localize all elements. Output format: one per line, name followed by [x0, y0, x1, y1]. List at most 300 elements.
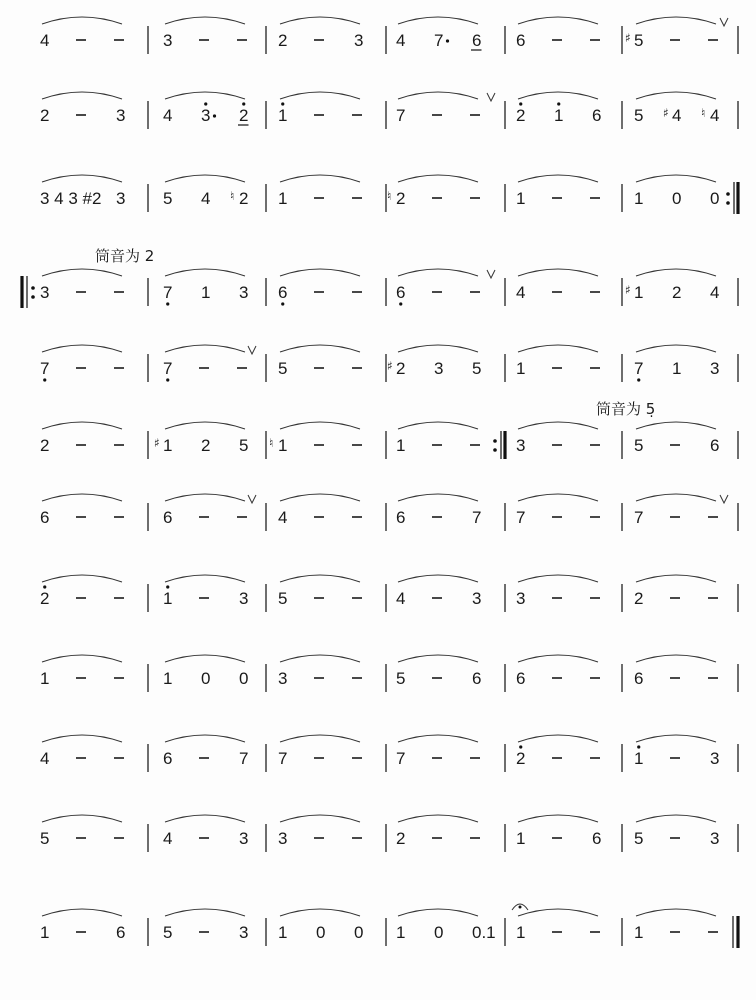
- score-row: [40, 175, 738, 214]
- slur: [636, 909, 716, 916]
- note: 6: [396, 283, 406, 302]
- measure: [40, 655, 124, 688]
- augmentation-dot: [446, 39, 449, 42]
- score-row: [40, 17, 738, 54]
- note: 6: [592, 829, 602, 848]
- note: 2: [40, 589, 50, 608]
- note: 1: [278, 923, 288, 942]
- repeat-dot: [31, 286, 35, 290]
- measure: [396, 735, 480, 768]
- octave-dot-high: [242, 102, 245, 105]
- measure: [625, 269, 719, 302]
- note: 6: [634, 669, 644, 688]
- note: 4: [396, 31, 406, 50]
- octave-dot-low: [166, 302, 169, 305]
- slur: [280, 92, 360, 99]
- slur: [518, 345, 598, 352]
- note: 6: [163, 749, 173, 768]
- accidental: ♯: [387, 359, 393, 373]
- measure: [396, 269, 480, 306]
- slur: [42, 175, 122, 182]
- accidental: ♮: [701, 106, 706, 120]
- measure: [625, 17, 718, 50]
- breath-mark: [720, 495, 728, 503]
- note: 7: [163, 359, 173, 378]
- accidental: ♯: [625, 283, 631, 297]
- note: 0.1: [472, 923, 496, 942]
- note: 7: [278, 749, 288, 768]
- score-row: [40, 92, 738, 129]
- slur: [518, 92, 598, 99]
- measure: [40, 269, 124, 302]
- slur: [636, 17, 716, 24]
- accidental: ♯: [625, 31, 631, 45]
- note: 5: [634, 106, 644, 125]
- note: 4: [201, 189, 211, 208]
- slur: [165, 494, 245, 501]
- note: 1: [163, 436, 173, 455]
- measure: [163, 655, 248, 688]
- note: 3: [278, 669, 288, 688]
- slur: [165, 422, 245, 429]
- note: 6: [163, 508, 173, 527]
- score-row: [40, 422, 738, 459]
- note: 3 4 3 #2: [40, 189, 102, 208]
- note: 1: [634, 189, 644, 208]
- slur: [165, 345, 245, 352]
- note: 7: [634, 508, 644, 527]
- measure: [40, 17, 124, 50]
- note: 3: [710, 359, 720, 378]
- octave-dot-low: [399, 302, 402, 305]
- note: 3: [163, 31, 173, 50]
- slur: [636, 575, 716, 582]
- note: 6: [592, 106, 602, 125]
- note: 4: [396, 589, 406, 608]
- measure: [163, 175, 248, 208]
- measure: [278, 735, 362, 768]
- slur: [165, 909, 245, 916]
- slur: [280, 735, 360, 742]
- note: 2: [239, 106, 249, 125]
- slur: [636, 422, 716, 429]
- note: 1: [554, 106, 564, 125]
- measure: [163, 575, 248, 608]
- measure: [634, 815, 719, 848]
- note: 1: [516, 189, 526, 208]
- slur: [398, 422, 478, 429]
- slur: [42, 735, 122, 742]
- note: 0: [354, 923, 364, 942]
- measure: [634, 575, 718, 608]
- slur: [518, 175, 598, 182]
- accidental: ♮: [387, 189, 392, 203]
- note: 6: [710, 436, 720, 455]
- note: 5: [472, 359, 482, 378]
- score-row: [40, 815, 738, 852]
- measure: [396, 92, 480, 125]
- octave-dot-low: [637, 378, 640, 381]
- note: 2: [516, 106, 526, 125]
- measure: [40, 909, 125, 942]
- measure: [516, 422, 600, 455]
- note: 1: [396, 923, 406, 942]
- note: 1: [278, 106, 288, 125]
- note: 2: [634, 589, 644, 608]
- repeat-dot: [31, 295, 35, 299]
- measure: [634, 735, 719, 768]
- measure: [40, 175, 125, 208]
- measure: [516, 175, 600, 208]
- octave-dot-high: [637, 745, 640, 748]
- slur: [518, 735, 598, 742]
- slur: [165, 92, 245, 99]
- note: 6: [516, 669, 526, 688]
- measure: [634, 655, 718, 688]
- note: 2: [40, 436, 50, 455]
- measure: [396, 909, 496, 942]
- slur: [636, 175, 716, 182]
- note: 7: [516, 508, 526, 527]
- slur: [165, 655, 245, 662]
- slur: [165, 17, 245, 24]
- slur: [42, 345, 122, 352]
- repeat-dot: [726, 192, 730, 196]
- measure: [163, 17, 247, 50]
- slur: [280, 494, 360, 501]
- note: 7: [472, 508, 482, 527]
- measure: [516, 17, 600, 50]
- note: 2: [40, 106, 50, 125]
- measure: [396, 815, 480, 848]
- measure: [516, 345, 600, 378]
- note: 6: [516, 31, 526, 50]
- slur: [280, 815, 360, 822]
- note: 3: [116, 106, 126, 125]
- measure: [269, 422, 362, 455]
- score-row: [22, 269, 738, 308]
- measure: [396, 655, 481, 688]
- measure: [163, 815, 248, 848]
- slur: [518, 575, 598, 582]
- note: 4: [163, 829, 173, 848]
- slur: [398, 92, 478, 99]
- note: 1: [40, 923, 50, 942]
- fermata-dot: [519, 906, 522, 909]
- note: 3: [40, 283, 50, 302]
- note: 2: [396, 359, 406, 378]
- measure: [278, 92, 362, 125]
- note: 5: [634, 436, 644, 455]
- note: 7: [163, 283, 173, 302]
- slur: [518, 655, 598, 662]
- accidental: ♮: [269, 436, 274, 450]
- breath-mark: [487, 270, 495, 278]
- note: 4: [710, 106, 720, 125]
- note: 2: [239, 189, 249, 208]
- measure: [40, 575, 124, 608]
- slur: [398, 735, 478, 742]
- note: 3: [710, 829, 720, 848]
- measure: [516, 494, 600, 527]
- slur: [636, 735, 716, 742]
- measure: [163, 494, 247, 527]
- measure: [154, 422, 248, 455]
- measure: [396, 422, 480, 455]
- note: 4: [40, 31, 50, 50]
- note: 4: [278, 508, 288, 527]
- note: 1: [672, 359, 682, 378]
- note: 7: [396, 106, 406, 125]
- octave-dot-low: [43, 378, 46, 381]
- measure: [634, 175, 719, 208]
- measure: [634, 345, 719, 382]
- octave-dot-high: [519, 102, 522, 105]
- score-row: [40, 345, 738, 382]
- measure: [516, 92, 601, 125]
- note: 1: [516, 829, 526, 848]
- note: 5: [239, 436, 249, 455]
- measure: [634, 494, 718, 527]
- score-row: [40, 655, 738, 692]
- slur: [636, 494, 716, 501]
- slur: [398, 175, 478, 182]
- note: 1: [516, 923, 526, 942]
- measure: [278, 175, 362, 208]
- measure: [278, 575, 362, 608]
- note: 4: [163, 106, 173, 125]
- slur: [636, 345, 716, 352]
- slur: [518, 422, 598, 429]
- score-row: [40, 575, 738, 612]
- note: 1: [516, 359, 526, 378]
- note: 4: [710, 283, 720, 302]
- note: 2: [201, 436, 211, 455]
- slur: [636, 269, 716, 276]
- measure: [40, 815, 124, 848]
- measure: [516, 909, 600, 942]
- note: 7: [40, 359, 50, 378]
- note: 6: [396, 508, 406, 527]
- note: 5: [634, 829, 644, 848]
- slur: [165, 815, 245, 822]
- slur: [280, 269, 360, 276]
- score-row: [40, 735, 738, 772]
- note: 7: [434, 31, 444, 50]
- octave-dot-high: [519, 745, 522, 748]
- note: 2: [516, 749, 526, 768]
- note: 5: [40, 829, 50, 848]
- note: 4: [40, 749, 50, 768]
- octave-dot-low: [166, 378, 169, 381]
- note: 2: [396, 189, 406, 208]
- measure: [163, 269, 248, 306]
- note: 6: [472, 669, 482, 688]
- note: 3: [201, 106, 211, 125]
- slur: [165, 575, 245, 582]
- slur: [518, 815, 598, 822]
- slur: [42, 815, 122, 822]
- measure: [278, 655, 362, 688]
- score-row: [40, 494, 738, 531]
- note: 3: [116, 189, 126, 208]
- slur: [42, 269, 122, 276]
- slur: [280, 175, 360, 182]
- measure: [634, 92, 719, 125]
- measure: [396, 494, 481, 527]
- measure: [163, 345, 247, 382]
- measure: [278, 17, 363, 50]
- note: 3: [710, 749, 720, 768]
- note: 1: [278, 436, 288, 455]
- accidental: ♯: [663, 106, 669, 120]
- note: 6: [116, 923, 126, 942]
- slur: [280, 17, 360, 24]
- note: 3: [239, 923, 249, 942]
- note: 5: [163, 189, 173, 208]
- note: 0: [239, 669, 249, 688]
- measure: [396, 17, 482, 50]
- note: 1: [396, 436, 406, 455]
- slur: [165, 175, 245, 182]
- breath-mark: [487, 93, 495, 101]
- octave-dot-high: [204, 102, 207, 105]
- slur: [518, 909, 598, 916]
- augmentation-dot: [213, 114, 216, 117]
- note: 2: [672, 283, 682, 302]
- note: 5: [396, 669, 406, 688]
- note: 3: [516, 589, 526, 608]
- score-row: [40, 904, 738, 948]
- measure: [278, 269, 362, 306]
- note: 1: [634, 283, 644, 302]
- note: 3: [239, 829, 249, 848]
- note: 2: [278, 31, 288, 50]
- breath-mark: [248, 495, 256, 503]
- note: 3: [278, 829, 288, 848]
- measure: [387, 345, 481, 378]
- slur: [518, 269, 598, 276]
- slur: [42, 422, 122, 429]
- measure: [40, 735, 124, 768]
- measure: [516, 575, 600, 608]
- repeat-dot: [726, 201, 730, 205]
- slur: [518, 494, 598, 501]
- breath-mark: [248, 346, 256, 354]
- note: 4: [672, 106, 682, 125]
- measure: [396, 575, 481, 608]
- measure: [278, 815, 362, 848]
- slur: [42, 575, 122, 582]
- note: 1: [634, 923, 644, 942]
- slur: [42, 17, 122, 24]
- note: 1: [163, 589, 173, 608]
- octave-dot-high: [281, 102, 284, 105]
- accidental: ♯: [154, 436, 160, 450]
- note: 6: [278, 283, 288, 302]
- note: 3: [472, 589, 482, 608]
- slur: [42, 909, 122, 916]
- slur: [636, 815, 716, 822]
- measure: [516, 735, 600, 768]
- slur: [280, 345, 360, 352]
- note: 4: [516, 283, 526, 302]
- note: 7: [634, 359, 644, 378]
- measure: [634, 909, 718, 942]
- note: 6: [40, 508, 50, 527]
- measure: [278, 909, 363, 942]
- note: 0: [434, 923, 444, 942]
- note: 1: [40, 669, 50, 688]
- slur: [398, 17, 478, 24]
- note: 7: [239, 749, 249, 768]
- measure: [163, 735, 248, 768]
- octave-dot-high: [43, 585, 46, 588]
- slur: [398, 655, 478, 662]
- measure: [516, 815, 601, 848]
- measure: [40, 92, 125, 125]
- measure: [40, 345, 124, 382]
- note: 3: [239, 589, 249, 608]
- slur: [398, 575, 478, 582]
- measure: [40, 494, 124, 527]
- note: 5: [163, 923, 173, 942]
- octave-dot-low: [281, 302, 284, 305]
- breath-mark: [720, 18, 728, 26]
- note: 3: [434, 359, 444, 378]
- slur: [398, 815, 478, 822]
- measure: [516, 655, 600, 688]
- note: 2: [396, 829, 406, 848]
- slur: [398, 909, 478, 916]
- slur: [280, 909, 360, 916]
- slur: [165, 735, 245, 742]
- note: 5: [278, 359, 288, 378]
- octave-dot-high: [166, 585, 169, 588]
- note: 7: [396, 749, 406, 768]
- slur: [280, 575, 360, 582]
- note: 3: [516, 436, 526, 455]
- note: 0: [710, 189, 720, 208]
- note: 1: [634, 749, 644, 768]
- note: 6: [472, 31, 482, 50]
- measure: [278, 494, 362, 527]
- note: 1: [278, 189, 288, 208]
- key-change-label-1: 筒音为 2: [95, 247, 155, 265]
- slur: [518, 17, 598, 24]
- slur: [280, 655, 360, 662]
- octave-dot-high: [557, 102, 560, 105]
- slur: [280, 422, 360, 429]
- note: 3: [354, 31, 364, 50]
- slur: [636, 655, 716, 662]
- note: 1: [163, 669, 173, 688]
- note: 1: [201, 283, 211, 302]
- measure: [40, 422, 124, 455]
- measure: [163, 92, 249, 125]
- slur: [398, 345, 478, 352]
- note: 3: [239, 283, 249, 302]
- slur: [42, 92, 122, 99]
- note: 5: [634, 31, 644, 50]
- measure: [278, 345, 362, 378]
- slur: [165, 269, 245, 276]
- note: 0: [201, 669, 211, 688]
- accidental: ♮: [230, 189, 235, 203]
- measure: [516, 269, 600, 302]
- measure: [634, 422, 719, 455]
- slur: [398, 269, 478, 276]
